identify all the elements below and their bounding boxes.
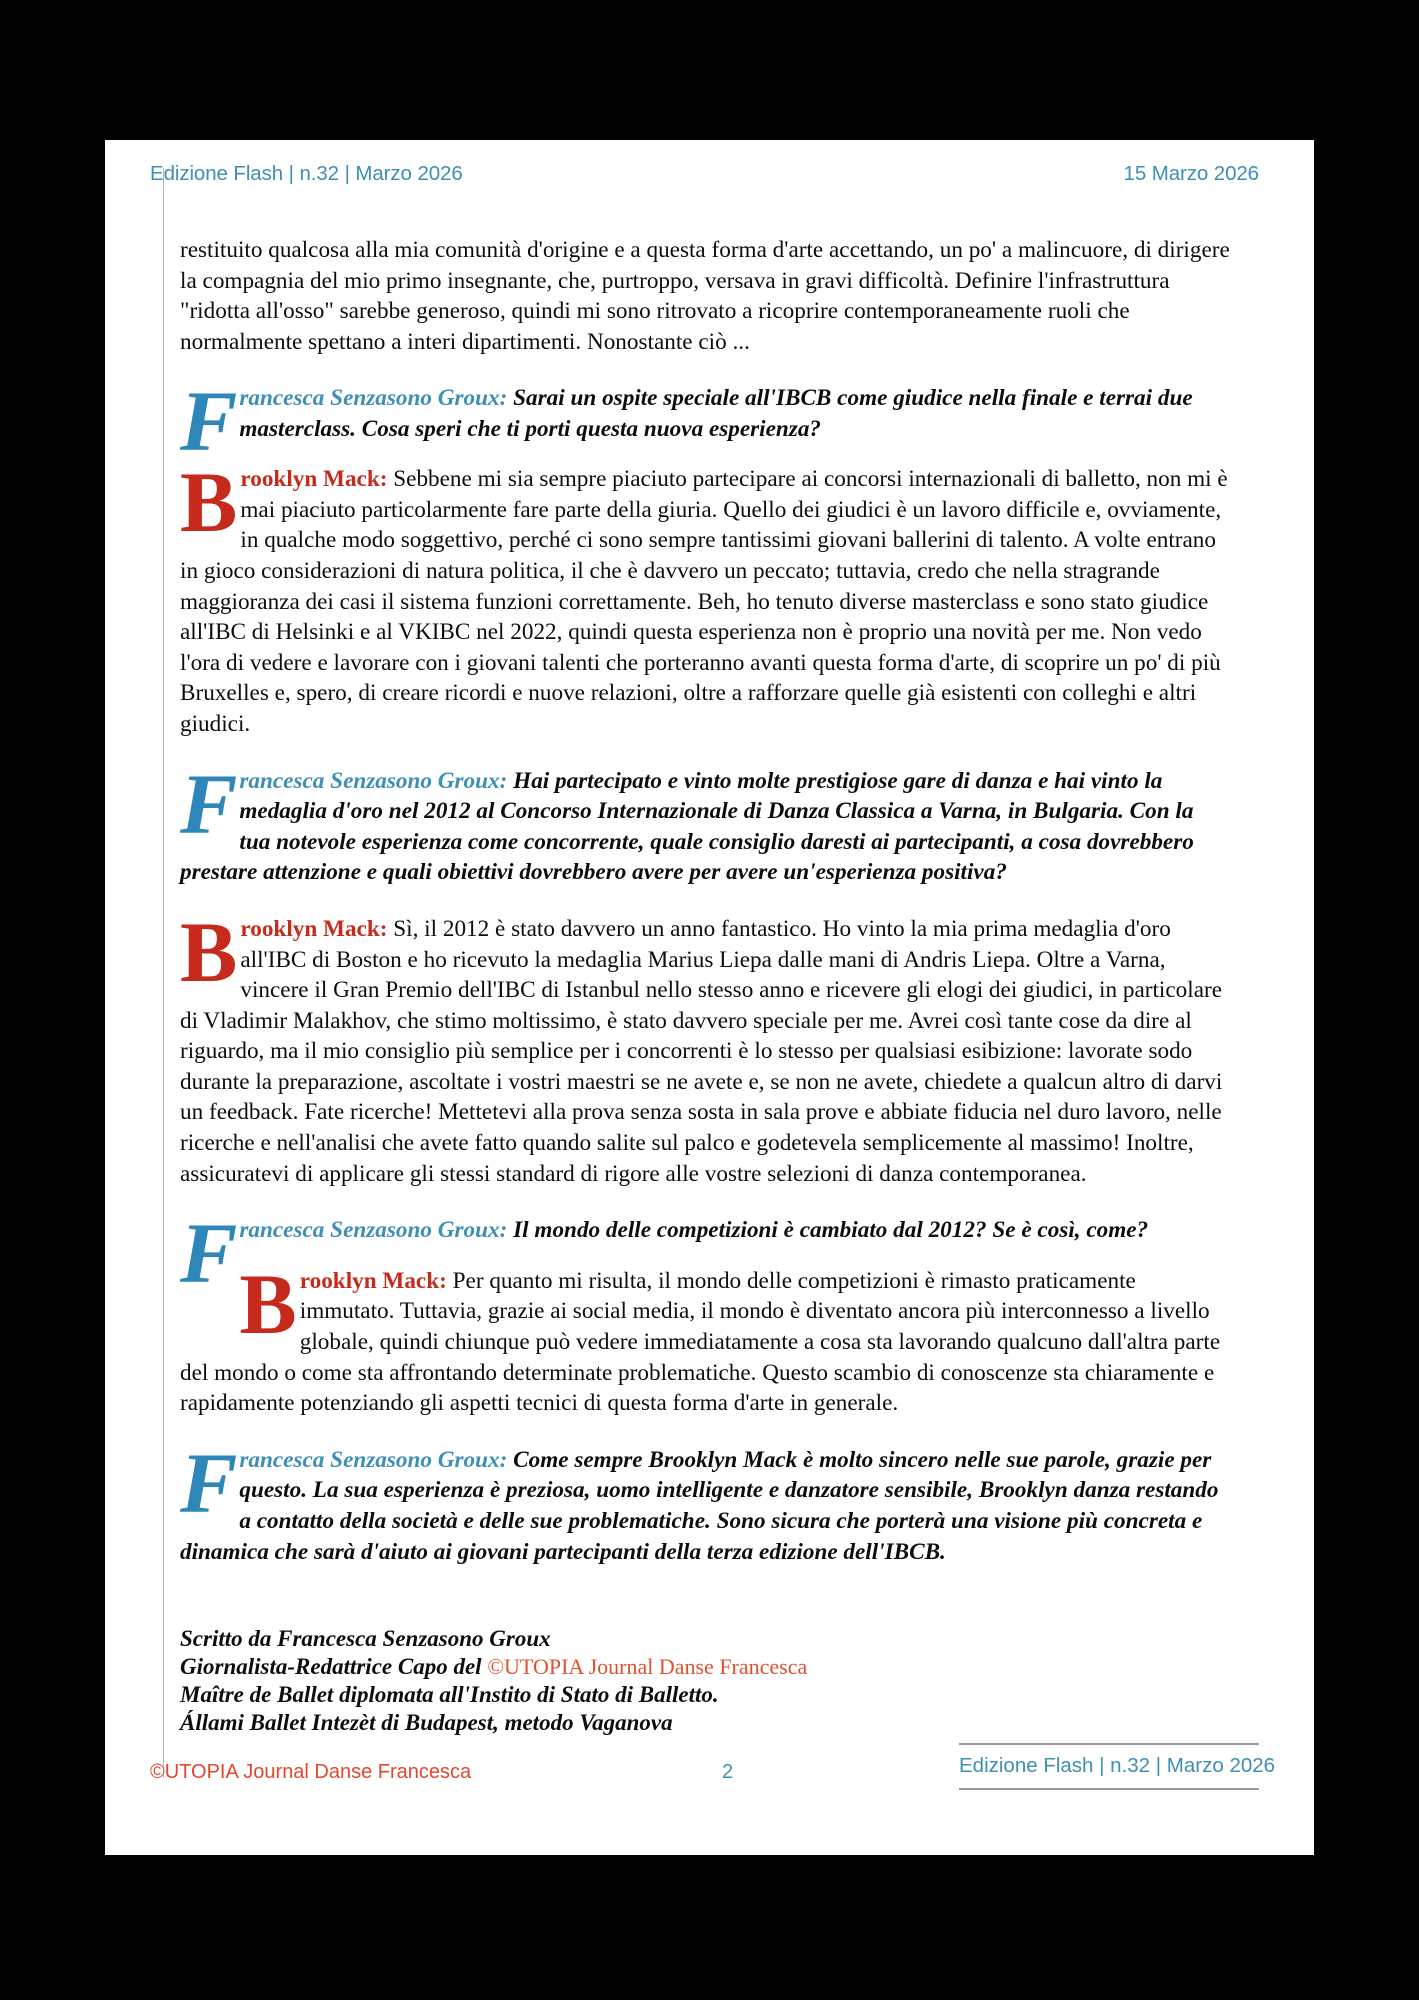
interview-block-answer-3 bbox=[180, 1255, 1230, 1419]
speaker-name: rancesca Senzasono Groux: bbox=[239, 385, 508, 411]
speaker-name: rancesca Senzasono Groux: bbox=[239, 1446, 508, 1473]
page-footer bbox=[147, 1735, 1277, 1815]
question-body: Sarai un ospite speciale all'IBCB come giudice nella finale e terrai due masterclass. Cosa speri che ti porti questa nuova esperienza? bbox=[239, 385, 1193, 442]
signature-line-school: Állami Ballet Intezèt di Budapest, metodo Vaganova bbox=[180, 1710, 673, 1736]
signature-line-role bbox=[180, 1653, 1230, 1681]
question-body: Hai partecipato e vinto molte prestigiose gare di danza e hai vinto la medaglia d'oro nel 2012 al Concorso Internazionale di Danza Classica a Varna, in Bulgaria. Con la tua notevole esperienza come concorrente, quale consiglio daresti ai partecipanti, a cosa dovrebbero prestare attenzione e quali obiettivi dovrebbero avere per avere un'esperienza positiva? bbox=[180, 767, 1194, 886]
dropcap-letter: F bbox=[180, 373, 238, 469]
signature-block bbox=[180, 1625, 1230, 1737]
answer-text-1 bbox=[180, 454, 1230, 739]
signature-role-prefix: Giornalista-Redattrice Capo del bbox=[180, 1654, 488, 1680]
left-margin-rule bbox=[163, 168, 164, 1778]
signature-line-diploma: Maître de Ballet diplomata all'Instito di Stato di Balletto. bbox=[180, 1682, 719, 1708]
speaker-name: rooklyn Mack: bbox=[240, 466, 388, 493]
spacer bbox=[180, 888, 1230, 914]
dropcap-letter: F bbox=[180, 1205, 238, 1302]
interview-block-answer-1 bbox=[180, 454, 1230, 739]
document-page bbox=[105, 140, 1314, 1855]
page-header bbox=[147, 162, 1277, 202]
answer-body: Sì, il 2012 è stato davvero un anno fantastico. Ho vinto la mia prima medaglia d'oro all'IBC di Boston e ho ricevuto la medaglia Marius Liepa dalle mani di Andris Liepa. Oltre a Varna, vincere il Gran Premio dell'IBC di Istanbul nello stesso anno e ricevere gli elogi dei giudici, in particolare di Vladimir Malakhov, che stimo moltissimo, è stato davvero speciale per me. Avrei così tante cose da dire al riguardo, ma il mio consiglio più semplice per i concorrenti è lo stesso per qualsiasi esibizione: lavorate sodo durante la preparazione, ascoltate i vostri maestri se ne avete e, se non ne avete, chiedete a qualcun altro di darvi un feedback. Fate ricerche! Mettetevi alla prova senza sosta in sala prove e abbiate fiducia nel duro lavoro, nelle ricerche e nell'analisi che avete fatto quando salite sul palco e godetevela semplicemente al massimo! Inoltre, assicuratevi di applicare gli stessi standard di rigore alle vostre selezioni di danza contemporanea. bbox=[180, 915, 1223, 1187]
dropcap-letter: B bbox=[239, 1255, 297, 1352]
signature-line-author: Scritto da Francesca Senzasono Groux bbox=[180, 1626, 551, 1652]
interview-block-question-2 bbox=[180, 755, 1230, 888]
dropcap-letter: F bbox=[180, 755, 238, 852]
speaker-name: rooklyn Mack: bbox=[299, 1267, 447, 1294]
spacer bbox=[180, 444, 1230, 464]
question-text-1 bbox=[180, 383, 1230, 444]
question-text-2 bbox=[180, 755, 1230, 888]
answer-body: Per quanto mi risulta, il mondo delle competizioni è rimasto praticamente immutato. Tuttavia, grazie ai social media, il mondo è diventato ancora più interconnesso a livello globale, quindi chiunque può vedere immediatamente a cosa sta lavorando qualcuno dall'altra parte del mondo o come sta affrontando determinate problematiche. Questo scambio di conoscenze sta chiaramente e rapidamente potenziando gli aspetti tecnici di questa forma d'arte in generale. bbox=[180, 1267, 1221, 1417]
closing-text bbox=[180, 1434, 1230, 1567]
footer-page-number: 2 bbox=[722, 1761, 734, 1783]
header-edition-label: Edizione Flash | n.32 | Marzo 2026 bbox=[150, 162, 463, 185]
question-text-3 bbox=[180, 1215, 1230, 1246]
question-body: Il mondo delle competizioni è cambiato dal 2012? Se è così, come? bbox=[507, 1217, 1149, 1244]
footer-edition-box bbox=[959, 1743, 1276, 1790]
spacer bbox=[180, 1419, 1230, 1445]
header-date-label: 15 Marzo 2026 bbox=[1123, 162, 1259, 185]
spacer bbox=[180, 1246, 1230, 1266]
interview-block-question-1 bbox=[180, 373, 1230, 469]
speaker-name: rooklyn Mack: bbox=[240, 915, 388, 942]
footer-rule-bottom bbox=[959, 1788, 1259, 1790]
answer-text-3 bbox=[180, 1255, 1230, 1419]
dropcap-letter: B bbox=[180, 903, 238, 1000]
text-column bbox=[180, 235, 1230, 1737]
intro-paragraph: restituito qualcosa alla mia comunità d'origine e a questa forma d'arte accettando, un po' a malincuore, di dirigere la compagnia del mio primo insegnante, che, purtroppo, versava in gravi difficoltà. Definire l'infrastruttura "ridotta all'osso" sarebbe generoso, quindi mi sono ritrovato a ricoprire contemporaneamente ruoli che normalmente spettano a interi dipartimenti. Nonostante ciò ... bbox=[180, 237, 1230, 355]
answer-text-2 bbox=[180, 903, 1230, 1189]
dropcap-letter: F bbox=[180, 1434, 238, 1531]
spacer bbox=[180, 740, 1230, 766]
answer-body: Sebbene mi sia sempre piaciuto partecipare ai concorsi internazionali di balletto, non mi è mai piaciuto particolarmente fare parte della giuria. Quello dei giudici è un lavoro difficile e, ovviamente, in qualche modo soggettivo, perché ci sono sempre tantissimi giovani ballerini di talento. A volte entrano in gioco considerazioni di natura politica, il che è davvero un peccato; tuttavia, credo che nella stragrande maggioranza dei casi il sistema funzioni correttamente. Beh, ho tenuto diverse masterclass e sono stato giudice all'IBC di Helsinki e al VKIBC nel 2022, quindi questa esperienza non è proprio una novità per me. Non vedo l'ora di vedere e lavorare con i giovani talenti che porteranno avanti questa forma d'arte, di scoprire un po' di più Bruxelles e, spero, di creare ricordi e nuove relazioni, oltre a rafforzare quelle già esistenti con colleghi e altri giudici. bbox=[180, 466, 1228, 737]
dropcap-letter: B bbox=[180, 454, 238, 551]
signature-brand: ©UTOPIA Journal Danse Francesca bbox=[487, 1654, 808, 1680]
closing-body: Come sempre Brooklyn Mack è molto sincero nelle sue parole, grazie per questo. La sua esperienza è preziosa, uomo intelligente e danzatore sensibile, Brooklyn danza restando a contatto della società e delle sue problematiche. Sono sicura che porterà una visione più concreta e dinamica che sarà d'aiuto ai giovani partecipanti della terza edizione dell'IBCB. bbox=[180, 1446, 1219, 1565]
speaker-name: rancesca Senzasono Groux: bbox=[239, 1217, 508, 1244]
interview-block-closing bbox=[180, 1434, 1230, 1567]
footer-brand-label: ©UTOPIA Journal Danse Francesca bbox=[150, 1761, 472, 1783]
interview-block-answer-2 bbox=[180, 903, 1230, 1189]
spacer bbox=[180, 1567, 1230, 1625]
footer-edition-label: Edizione Flash | n.32 | Marzo 2026 bbox=[959, 1754, 1276, 1777]
spacer bbox=[180, 1189, 1230, 1215]
spacer bbox=[180, 357, 1230, 383]
speaker-name: rancesca Senzasono Groux: bbox=[239, 767, 508, 794]
